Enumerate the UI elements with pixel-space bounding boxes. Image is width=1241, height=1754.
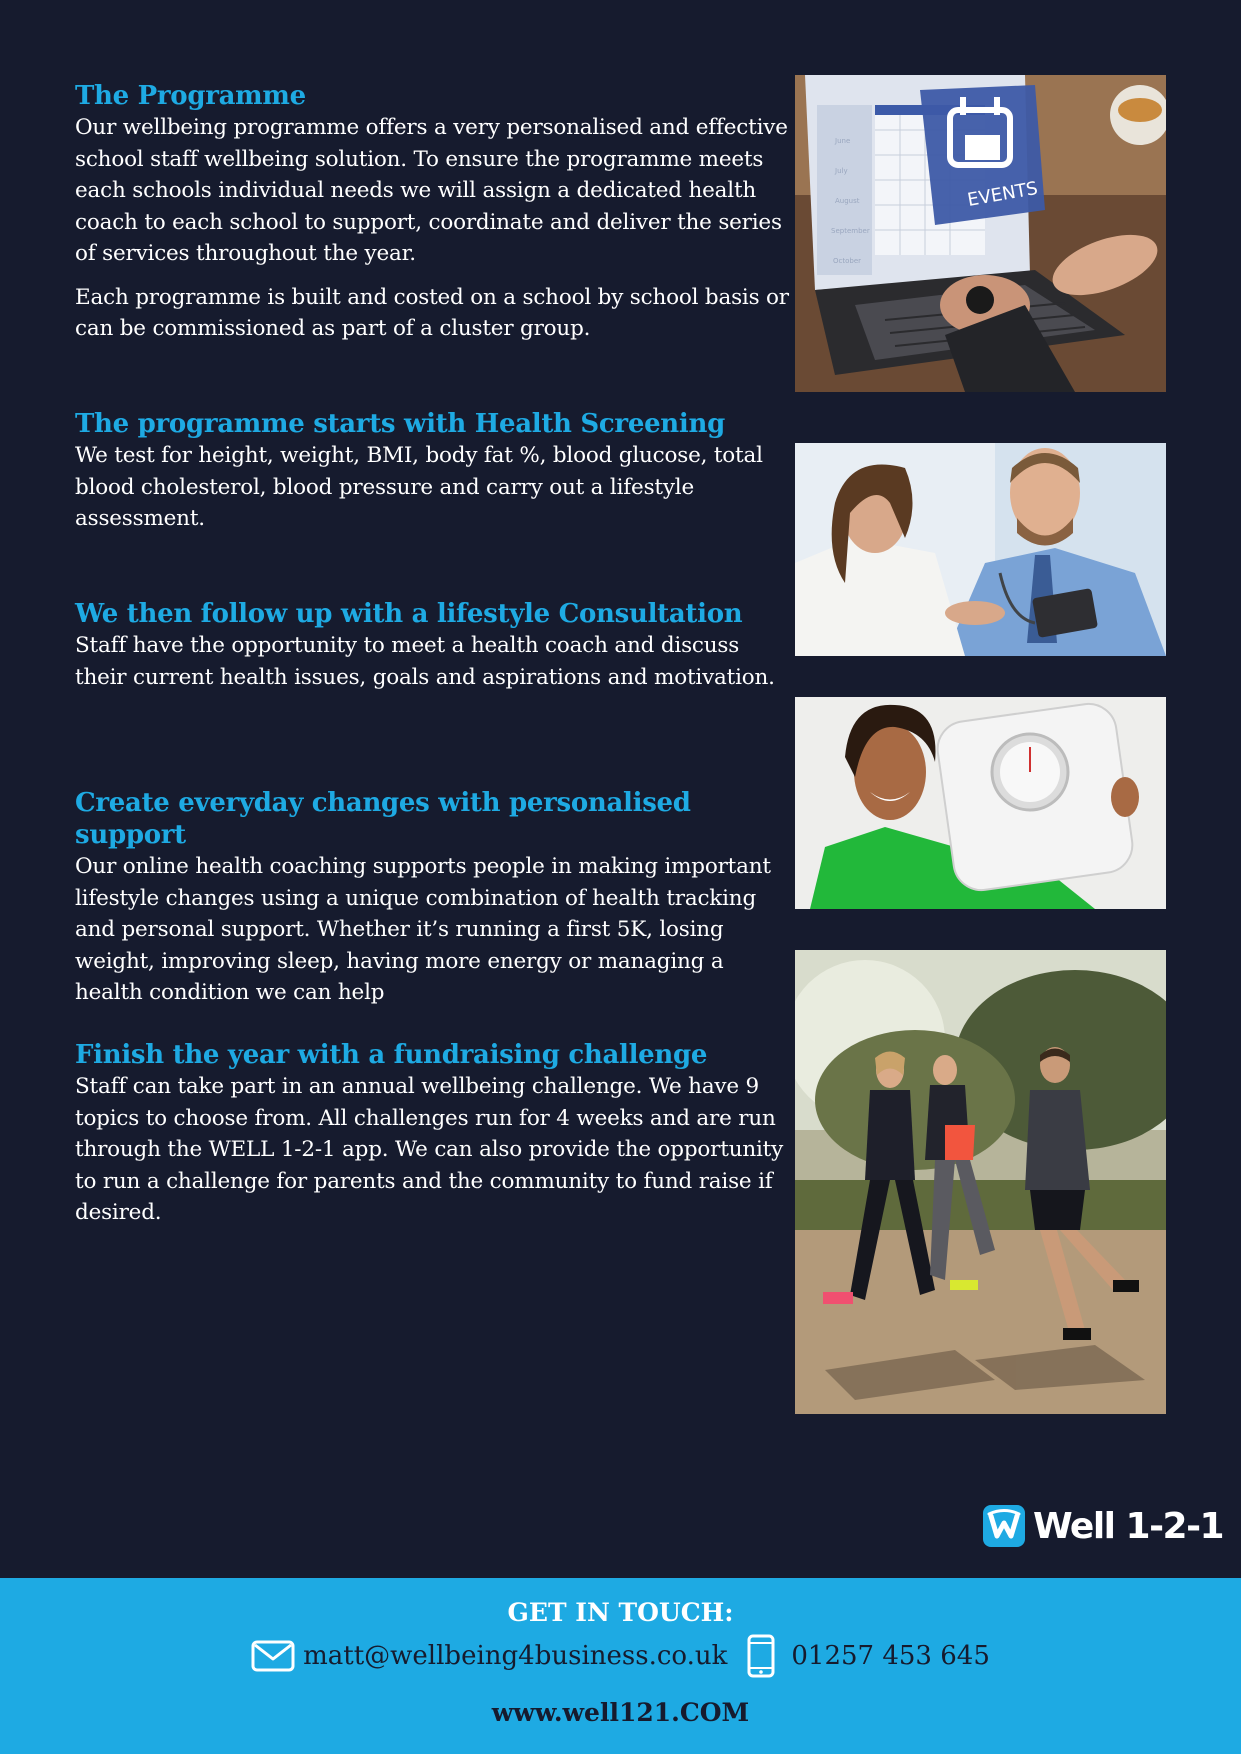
section-heading: We then follow up with a lifestyle Consultation — [75, 599, 743, 629]
section-paragraph: We test for height, weight, BMI, body fat %, blood glucose, total blood cholesterol, blood pressure and carry out a lifestyle assessment. — [75, 443, 763, 531]
website-link[interactable]: www.well121.COM — [491, 1698, 750, 1727]
section-paragraph: Staff have the opportunity to meet a health coach and discuss their current health issues, goals and aspirations and motivation. — [75, 633, 775, 690]
section-heading: The programme starts with Health Screening — [75, 409, 725, 439]
section-lifestyle-consultation — [75, 598, 790, 693]
photo-health-screening — [795, 443, 1166, 656]
section-paragraph: Staff can take part in an annual wellbeing challenge. We have 9 topics to choose from. All challenges run for 4 weeks and are run through the WELL 1-2-1 app. We can also provide the opportunity to run a challenge for parents and the community to fund raise if desired. — [75, 1074, 784, 1225]
photo-runners — [795, 950, 1166, 1414]
section-paragraph: Each programme is built and costed on a school by school basis or can be commissioned as part of a cluster group. — [75, 284, 789, 341]
section-heading: The Programme — [75, 81, 306, 111]
logo-mark-icon — [983, 1505, 1025, 1547]
email-icon — [251, 1640, 295, 1672]
calendar-month: September — [831, 227, 870, 235]
contact-row — [0, 1634, 1241, 1678]
section-paragraph: Our online health coaching supports people in making important lifestyle changes using a unique combination of health tracking and personal support. Whether it’s running a first 5K, losing weight, improving sleep, having more energy or managing a health condition we can help — [75, 854, 771, 1005]
calendar-month: October — [833, 257, 862, 265]
section-personalised-support — [75, 787, 790, 1009]
calendar-month: July — [835, 167, 848, 175]
get-in-touch-heading: GET IN TOUCH: — [507, 1598, 734, 1627]
photo-events-laptop — [795, 75, 1166, 392]
section-heading: Finish the year with a fundraising challenge — [75, 1040, 708, 1070]
section-fundraising-challenge — [75, 1039, 790, 1229]
section-programme — [75, 80, 790, 345]
section-paragraph: Our wellbeing programme offers a very personalised and effective school staff wellbeing solution. To ensure the programme meets each schools individual needs we will assign a dedicated health coach to each school to support, coordinate and deliver the series of services throughout the year. — [75, 115, 788, 266]
well121-logo — [983, 1506, 1223, 1546]
photo-woman-scale — [795, 697, 1166, 909]
calendar-month: June — [835, 137, 851, 145]
phone-number[interactable]: 01257 453 645 — [791, 1641, 990, 1671]
section-health-screening — [75, 408, 790, 535]
email-link[interactable]: matt@wellbeing4business.co.uk — [303, 1641, 728, 1671]
logo-text: Well 1-2-1 — [1033, 1505, 1224, 1547]
phone-icon — [747, 1634, 775, 1678]
section-heading: Create everyday changes with personalised support — [75, 788, 691, 850]
events-badge: EVENTS — [965, 177, 1040, 211]
calendar-month: August — [835, 197, 860, 205]
contact-footer — [0, 1578, 1241, 1754]
